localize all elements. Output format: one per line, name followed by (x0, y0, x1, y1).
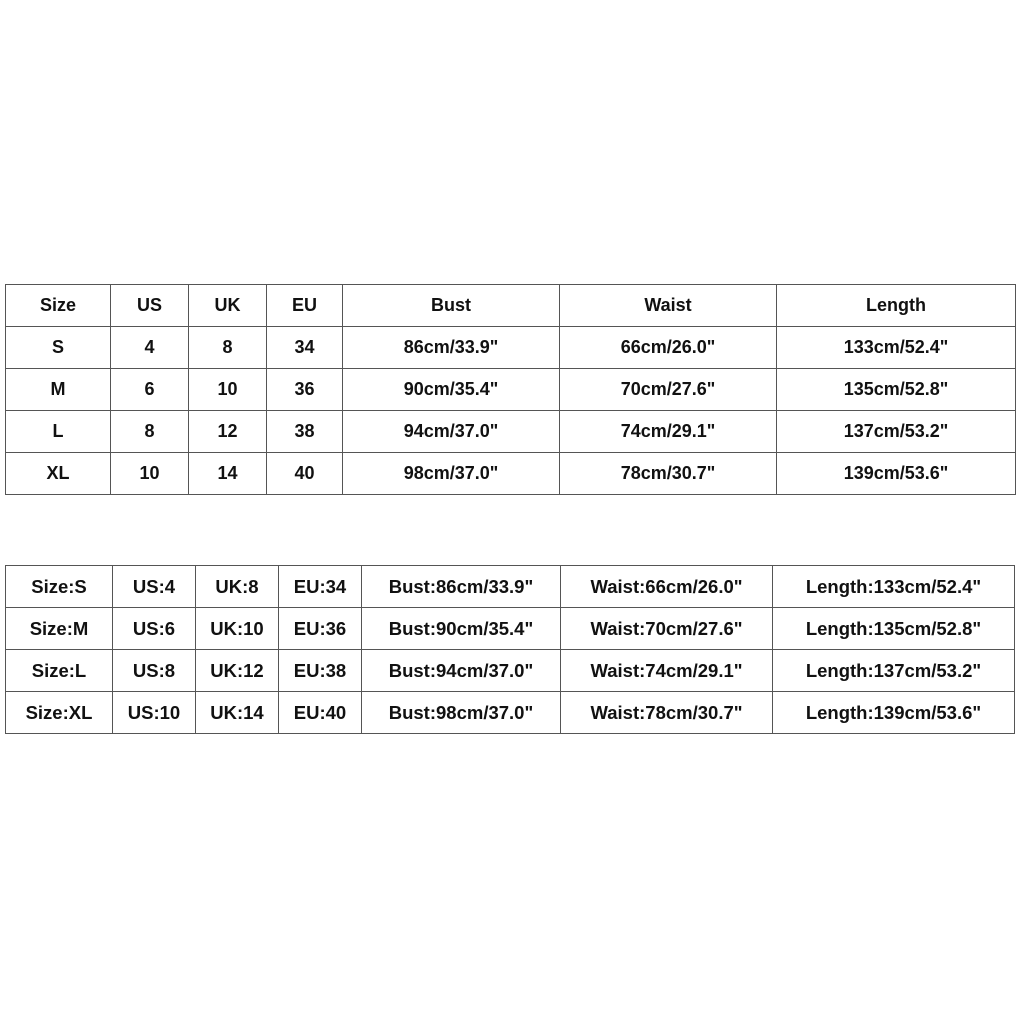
table-cell: Waist:78cm/30.7" (561, 692, 773, 734)
table-cell: 36 (267, 369, 343, 411)
table-cell: US:8 (113, 650, 196, 692)
table-row (6, 692, 1015, 734)
table-cell: 133cm/52.4" (777, 327, 1016, 369)
table-cell: S (6, 327, 111, 369)
table-cell: UK:8 (196, 566, 279, 608)
table-cell: Waist:70cm/27.6" (561, 608, 773, 650)
header-cell-uk: UK (189, 285, 267, 327)
table-cell: 8 (111, 411, 189, 453)
table-cell: 34 (267, 327, 343, 369)
header-cell-eu: EU (267, 285, 343, 327)
table-cell: Bust:94cm/37.0" (362, 650, 561, 692)
table-cell: 14 (189, 453, 267, 495)
table-row (6, 566, 1015, 608)
table-cell: 38 (267, 411, 343, 453)
table-cell: Size:M (6, 608, 113, 650)
table-cell: 94cm/37.0" (343, 411, 560, 453)
table-cell: 74cm/29.1" (560, 411, 777, 453)
table-cell: EU:40 (279, 692, 362, 734)
table-cell: EU:36 (279, 608, 362, 650)
table-row (6, 650, 1015, 692)
table-cell: EU:34 (279, 566, 362, 608)
table-row (6, 608, 1015, 650)
table-header-row (6, 285, 1016, 327)
table-cell: Bust:90cm/35.4" (362, 608, 561, 650)
table-cell: UK:14 (196, 692, 279, 734)
table-cell: US:10 (113, 692, 196, 734)
table-cell: 135cm/52.8" (777, 369, 1016, 411)
table-cell: 8 (189, 327, 267, 369)
table-cell: 10 (189, 369, 267, 411)
size-chart-table (5, 284, 1016, 495)
table-row (6, 327, 1016, 369)
table-cell: Length:135cm/52.8" (773, 608, 1015, 650)
header-cell-us: US (111, 285, 189, 327)
table-cell: 70cm/27.6" (560, 369, 777, 411)
table-cell: US:6 (113, 608, 196, 650)
table-cell: Bust:86cm/33.9" (362, 566, 561, 608)
table-cell: UK:12 (196, 650, 279, 692)
table-cell: Length:133cm/52.4" (773, 566, 1015, 608)
table-cell: 137cm/53.2" (777, 411, 1016, 453)
table-cell: Size:XL (6, 692, 113, 734)
table-cell: 90cm/35.4" (343, 369, 560, 411)
table-cell: 86cm/33.9" (343, 327, 560, 369)
table-cell: 12 (189, 411, 267, 453)
table-cell: XL (6, 453, 111, 495)
table-cell: Size:L (6, 650, 113, 692)
table-cell: 139cm/53.6" (777, 453, 1016, 495)
table-cell: M (6, 369, 111, 411)
table-row (6, 411, 1016, 453)
table-cell: 98cm/37.0" (343, 453, 560, 495)
table-cell: UK:10 (196, 608, 279, 650)
table-cell: 4 (111, 327, 189, 369)
table-cell: 66cm/26.0" (560, 327, 777, 369)
table-cell: US:4 (113, 566, 196, 608)
table-cell: 6 (111, 369, 189, 411)
size-chart-labeled-table (5, 565, 1015, 734)
table-cell: Bust:98cm/37.0" (362, 692, 561, 734)
table-cell: EU:38 (279, 650, 362, 692)
header-cell-waist: Waist (560, 285, 777, 327)
table-cell: Waist:66cm/26.0" (561, 566, 773, 608)
table-cell: 10 (111, 453, 189, 495)
table-row (6, 369, 1016, 411)
table-cell: 78cm/30.7" (560, 453, 777, 495)
table-cell: L (6, 411, 111, 453)
table-cell: Waist:74cm/29.1" (561, 650, 773, 692)
table-cell: Length:139cm/53.6" (773, 692, 1015, 734)
header-cell-bust: Bust (343, 285, 560, 327)
table-cell: 40 (267, 453, 343, 495)
header-cell-length: Length (777, 285, 1016, 327)
table-cell: Length:137cm/53.2" (773, 650, 1015, 692)
table-row (6, 453, 1016, 495)
header-cell-size: Size (6, 285, 111, 327)
table-cell: Size:S (6, 566, 113, 608)
